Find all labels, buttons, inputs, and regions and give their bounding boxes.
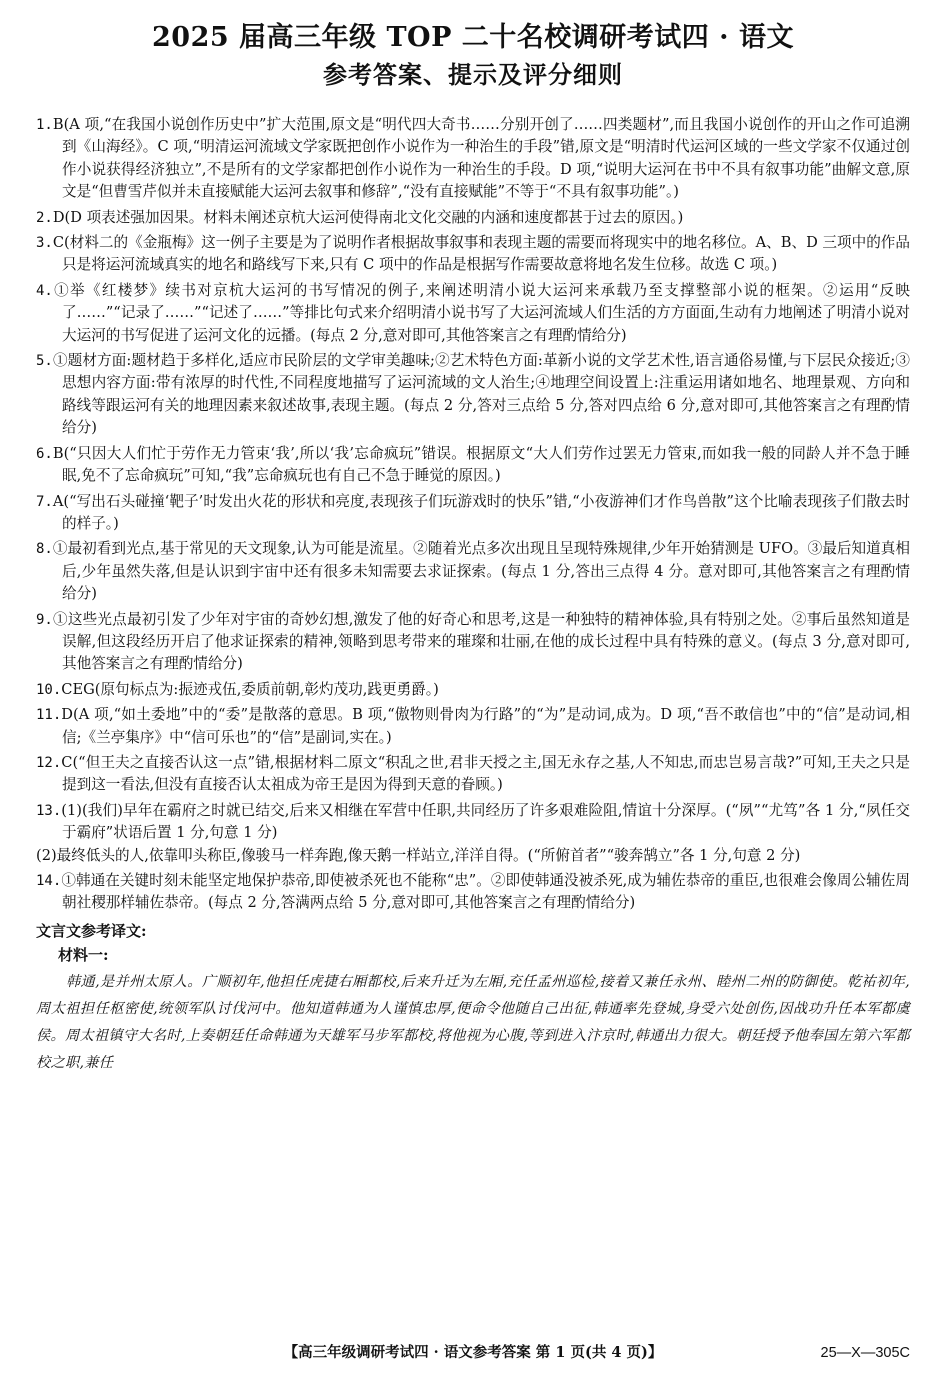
answer-number: 13. (36, 802, 62, 819)
answer-number: 8. (36, 541, 53, 558)
answer-number: 12. (36, 754, 62, 771)
answer-number: 2. (36, 209, 53, 226)
answer-text: CEG(原句标点为:振迹戎伍,委质前朝,彰灼茂功,践更勇爵。) (61, 680, 439, 698)
answer-item-5 (36, 350, 910, 440)
translation-paragraph: 韩通,是并州太原人。广顺初年,他担任虎捷右厢都校,后来升迁为左厢,充任孟州巡检,接着又兼任永州、睦州二州的防御使。乾祐初年,周太祖担任枢密使,统领军队讨伐河中。他知道韩通为人谨慎忠厚,便命令他随自己出征,韩通率先登城,身受六处创伤,因战功升任本军都虞侯。周太祖镇守大名时,上奏朝廷任命韩通为天雄军马步军都校,将他视为心腹,等到进入汴京时,韩通出力很大。朝廷授予他奉国左第六军都校之职,兼任 (36, 973, 911, 1071)
answer-item-14 (36, 870, 910, 915)
answer-text: B(“只因大人们忙于劳作无力管束‘我’,所以‘我’忘命疯玩”错误。根据原文“大人们劳作过罢无力管束,而如我一般的同龄人并不急于睡眠,免不了忘命疯玩”可知,“我”忘命疯玩也有自己不急于睡觉的原因。) (52, 444, 910, 485)
answer-number: 7. (36, 493, 53, 510)
answer-item-10 (36, 679, 910, 701)
answer-number: 9. (36, 611, 53, 628)
answer-text: D(A 项,“如土委地”中的“委”是散落的意思。B 项,“傲物则骨肉为行路”的“为”是动词,成为。D 项,“吾不敢信也”中的“信”是动词,相信;《兰亭集序》中“信可乐也”的“信”是副词,实在。) (61, 706, 910, 746)
answer-text: B(A 项,“在我国小说创作历史中”扩大范围,原文是“明代四大奇书……分别开创了……四类题材”,而且我国小说创作的开山之作可追溯到《山海经》。C 项,“明清运河流域文学家既把创作小说作为一种治生的手段”错,原文是“明清时代运河区域的一些文学家不仅通过创作小说获得经济独立”,不是所有的文学家都把创作小说作为一种治生的手段。D 项,“说明大运河在书中不具有叙事功能”曲解文意,原文是“但曹雪芹似并未直接赋能大运河去叙事和修辞”,“没有直接赋能”不等于“不具有叙事功能”。) (52, 116, 910, 201)
answer-item-12 (36, 752, 910, 797)
answer-subitem-2: (2)最终低头的人,依靠叩头称臣,像骏马一样奔跑,像天鹅一样站立,洋洋自得。(“所俯首者”“骏奔鹄立”各 1 分,句意 2 分) (36, 846, 801, 864)
answer-text: C(材料二的《金瓶梅》这一例子主要是为了说明作者根据故事叙事和表现主题的需要而将现实中的地名移位。A、B、D 三项中的作品只是将运河流域真实的地名和路线写下来,只有 C 项中的作品是根据写作需要故意将地名发生位移。故选 C 项。) (52, 234, 910, 274)
answer-number: 5. (36, 353, 53, 370)
answer-text: (1)(我们)早年在霸府之时就已结交,后来又相继在军营中任职,共同经历了许多艰难险阻,情谊十分深厚。(“夙”“尤笃”各 1 分,“夙任交于霸府”状语后置 1 分,句意 1 分) (61, 801, 910, 842)
answer-text: A(“写出石头碰撞‘靶子’时发出火花的形状和亮度,表现孩子们玩游戏时的快乐”错,“小夜游神们才作鸟兽散”这个比喻表现孩子们散去时的样子。) (52, 492, 910, 532)
answer-item-13 (36, 800, 910, 867)
answer-text: C(“但王夫之直接否认这一点”错,根据材料二原文“积乱之世,君非天授之主,国无永存之基,人不知忠,而忠岂易言哉?”可知,王夫之只是提到这一看法,但没有直接否认太祖成为帝王是因为得到天意的眷顾。) (61, 753, 910, 794)
answer-number: 4. (36, 282, 53, 299)
answer-number: 14. (36, 873, 62, 889)
answer-item-2 (36, 207, 910, 229)
answer-number: 1. (36, 117, 53, 133)
answer-number: 11. (36, 707, 62, 724)
answer-text: ①韩通在关键时刻未能坚定地保护恭帝,即使被杀死也不能称“忠”。②即使韩通没被杀死,成为辅佐恭帝的重臣,也很难会像周公辅佐周朝社稷那样辅佐恭帝。(每点 2 分,答满两点给 5 分,意对即可,其他答案言之有理酌情给分) (61, 872, 910, 912)
answer-item-8 (36, 538, 910, 605)
answer-text: ①这些光点最初引发了少年对宇宙的奇妙幻想,激发了他的好奇心和思考,这是一种独特的精神体验,具有特别之处。②事后虽然知道是误解,但这段经历开启了他求证探索的精神,领略到思考带来的璀璨和壮丽,在他的成长过程中具有特殊的意义。(每点 3 分,意对即可,其他答案言之有理酌情给分) (52, 610, 910, 673)
answer-text: ①最初看到光点,基于常见的天文现象,认为可能是流星。②随着光点多次出现且呈现特殊规律,少年开始猜测是 UFO。③最后知道真相后,少年虽然失落,但是认识到宇宙中还有很多未知需要去求证探索。(每点 1 分,答出三点得 4 分。意对即可,其他答案言之有理酌情给分) (52, 540, 910, 603)
answer-item-7 (36, 491, 910, 536)
answer-text: ①题材方面:题材趋于多样化,适应市民阶层的文学审美趣味;②艺术特色方面:革新小说的文学艺术性,语言通俗易懂,与下层民众接近;③思想内容方面:带有浓厚的时代性,不同程度地描写了运河流域的文人治生;④地理空间设置上:注重运用诸如地名、地理景观、方向和路线等跟运河有关的地理因素来叙述故事,表现主题。(每点 2 分,答对三点给 5 分,答对四点给 6 分,意对即可,其他答案言之有理酌情给分) (52, 352, 910, 437)
answer-number: 6. (36, 445, 53, 462)
material-title: 材料一: (58, 945, 109, 964)
answer-item-4 (36, 280, 910, 347)
answer-number: 3. (36, 235, 53, 252)
answer-item-3 (36, 232, 910, 277)
footer-exam-code: 25—X—305C (820, 1345, 910, 1361)
answer-item-1 (36, 114, 910, 204)
translation-section-title: 文言文参考译文: (36, 921, 147, 940)
document-subtitle: 参考答案、提示及评分细则 (323, 60, 623, 89)
answer-item-11 (36, 704, 910, 749)
answer-item-9 (36, 609, 910, 676)
answer-text: ①举《红楼梦》续书对京杭大运河的书写情况的例子,来阐述明清小说大运河来承载乃至支撑整部小说的框架。②运用“反映了……”“记录了……”“记述了……”等排比句式来介绍明清小说书写了大运河流域人们生活的方方面面,生动有力地阐述了明清小说对大运河的书写促进了运河文化的远播。(每点 2 分,意对即可,其他答案言之有理酌情给分) (52, 281, 910, 344)
document-title: 2025 届高三年级 TOP 二十名校调研考试四 · 语文 (152, 22, 794, 53)
answer-item-6 (36, 443, 910, 488)
answer-text: D(D 项表述强加因果。材料未阐述京杭大运河使得南北文化交融的内涵和速度都甚于过去的原因。) (52, 208, 684, 226)
answer-number: 10. (36, 681, 62, 698)
answer-list (36, 114, 910, 915)
footer-page-info: 【高三年级调研考试四 · 语文参考答案 第 1 页(共 4 页)】 (283, 1344, 663, 1361)
page-footer (36, 1340, 910, 1366)
